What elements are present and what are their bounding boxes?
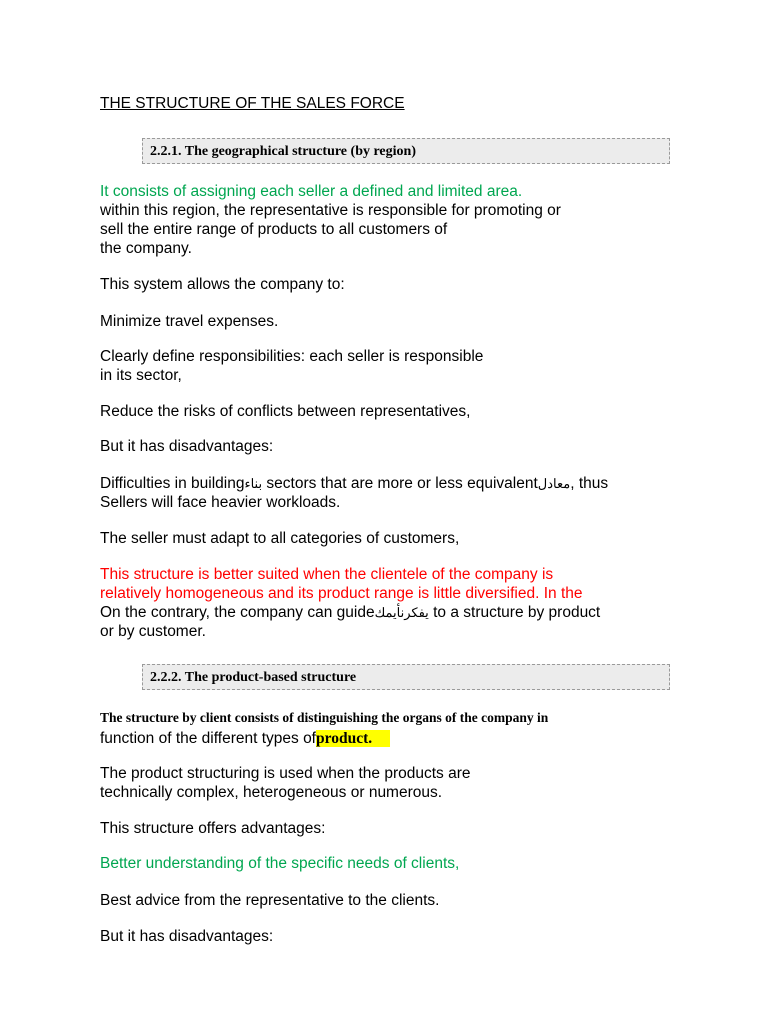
- disadvantage-item: [100, 474, 608, 493]
- arabic-annotation: بناء: [244, 476, 263, 491]
- paragraph-line: the company.: [100, 240, 192, 257]
- conclusion-highlighted-line: relatively homogeneous and its product range is little diversified. In the: [100, 585, 583, 602]
- conclusion-line: or by customer.: [100, 623, 206, 640]
- paragraph-line: The product structuring is used when the products are: [100, 765, 471, 782]
- section-heading: 2.2.1. The geographical structure (by region): [150, 144, 416, 159]
- text-segment: to a structure by product: [428, 604, 601, 621]
- paragraph-line: within this region, the representative is responsible for promoting or: [100, 202, 561, 219]
- conclusion-highlighted-line: This structure is better suited when the clientele of the company is: [100, 566, 554, 583]
- text-segment: sectors that are more or less equivalent: [262, 475, 538, 492]
- text-segment: , thus: [570, 475, 609, 492]
- advantage-item: Minimize travel expenses.: [100, 313, 279, 330]
- disadvantages-heading: But it has disadvantages:: [100, 438, 274, 455]
- section-heading-box: [142, 138, 670, 164]
- disadvantages-heading: But it has disadvantages:: [100, 928, 274, 945]
- highlighted-word: [316, 730, 390, 747]
- paragraph: This structure offers advantages:: [100, 820, 326, 837]
- advantage-item-continued: in its sector,: [100, 367, 182, 384]
- advantage-item: Reduce the risks of conflicts between representatives,: [100, 403, 471, 420]
- section-heading-box: [142, 664, 670, 690]
- intro-highlighted-sentence: It consists of assigning each seller a defined and limited area.: [100, 183, 523, 200]
- text-segment: product: [316, 730, 369, 747]
- advantage-item: Best advice from the representative to the clients.: [100, 892, 440, 909]
- page-title: THE STRUCTURE OF THE SALES FORCE: [100, 95, 405, 112]
- text-segment: On the contrary, the company can guide: [100, 604, 375, 621]
- paragraph-line: technically complex, heterogeneous or numerous.: [100, 784, 443, 801]
- conclusion-line: [100, 603, 600, 622]
- section-intro-bold: The structure by client consists of distinguishing the organs of the company in: [100, 710, 549, 725]
- advantage-item: Clearly define responsibilities: each seller is responsible: [100, 348, 484, 365]
- arabic-annotation: يفكرنأيمك: [374, 605, 429, 620]
- paragraph-line: sell the entire range of products to all customers of: [100, 221, 448, 238]
- section-heading: 2.2.2. The product-based structure: [150, 670, 357, 685]
- paragraph: This system allows the company to:: [100, 276, 345, 293]
- text-segment: Difficulties in building: [100, 475, 245, 492]
- advantage-item-highlighted: Better understanding of the specific needs of clients,: [100, 855, 460, 872]
- section-intro-line: [100, 729, 390, 748]
- disadvantage-item: The seller must adapt to all categories of customers,: [100, 530, 460, 547]
- disadvantage-item-continued: Sellers will face heavier workloads.: [100, 494, 341, 511]
- arabic-annotation: معادل: [537, 476, 571, 491]
- text-segment: function of the different types of: [100, 730, 316, 747]
- text-segment: .: [368, 730, 373, 747]
